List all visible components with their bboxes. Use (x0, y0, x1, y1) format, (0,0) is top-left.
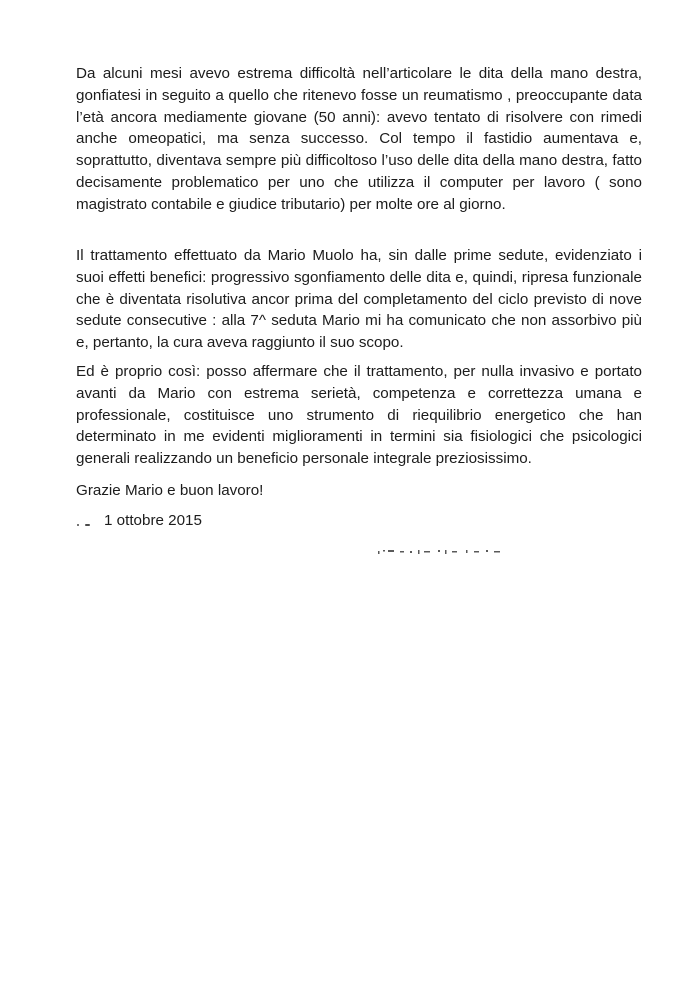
paragraph-1: Da alcuni mesi avevo estrema difficoltà nell’articolare le dita della mano destra, gonfiatesi in seguito a quello che ritenevo fosse un reumatismo , preoccupante data l’età ancora mediamente giovane (50 anni): avevo tentato di risolvere con rimedi anche omeopatici, ma senza successo. Col tempo il fastidio aumentava e, soprattutto, diventava sempre più difficoltoso l’uso delle dita della mano destra, fatto decisamente problematico per uno che utilizza il computer per lavoro ( sono magistrato contabile e giudice tributario) per molte ore al giorno. (76, 65, 642, 213)
closing-line: Grazie Mario e buon lavoro! (76, 482, 264, 499)
date-line (76, 510, 202, 532)
paragraph-3: Ed è proprio così: posso affermare che il trattamento, per nulla invasivo e portato avanti da Mario con estrema serietà, competenza e correttezza umana e professionale, costituisce uno strumento di riequilibrio energetico che han determinato in me evidenti miglioramenti in termini sia fisiologici che psicologici generali realizzando un beneficio personale integrale preziosissimo. (76, 363, 642, 468)
signature-remnant (378, 545, 508, 559)
letter-date: 1 ottobre 2015 (104, 512, 202, 529)
redacted-place-mark (76, 515, 98, 525)
paragraph-2: Il trattamento effettuato da Mario Muolo ha, sin dalle prime sedute, evidenziato i suoi effetti benefici: progressivo sgonfiamento delle dita e, quindi, ripresa funzionale che è diventata risolutiva ancor prima del completamento del ciclo previsto di nove sedute consecutive : alla 7^ seduta Mario mi ha comunicato che non assorbivo più e, pertanto, la cura aveva raggiunto il suo scopo. (76, 247, 642, 352)
